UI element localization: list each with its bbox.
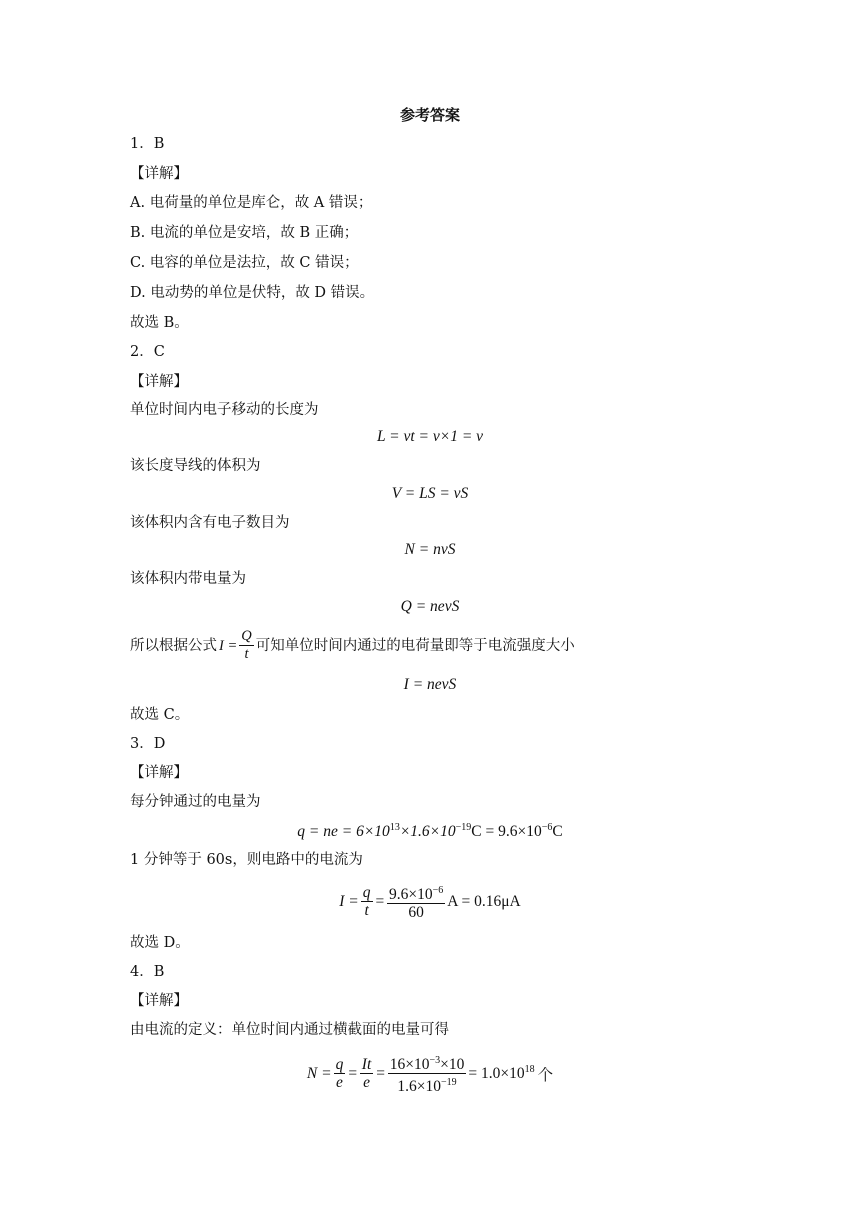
- q3-eq2-lhs: I =: [339, 892, 359, 910]
- q3-eq2-equals: =: [374, 892, 385, 910]
- q4-eq1-f2-denominator: e: [363, 1074, 370, 1091]
- q2-equation-1: L = vt = v×1 = v: [376, 428, 484, 445]
- q3-answer: 3．D: [130, 736, 166, 752]
- q4-eq1-fraction-3: [388, 1052, 467, 1095]
- q4-eq1-equals-2: =: [375, 1064, 386, 1082]
- q3-equation-2: [0, 882, 860, 921]
- q3-eq2-rhs: A = 0.16μA: [447, 892, 521, 910]
- q2-answer: 2．C: [130, 344, 165, 360]
- q4-eq1-f3-num-exp: −3: [429, 1055, 441, 1066]
- q4-eq1-f1-denominator: e: [335, 1074, 343, 1091]
- q3-eq1-exp-a: 13: [389, 822, 400, 833]
- q4-eq1-f3-den-exp: −19: [441, 1077, 457, 1088]
- q4-eq1-equals-1: =: [347, 1064, 358, 1082]
- q2-formula-numerator: Q: [241, 628, 252, 644]
- q4-eq1-f1-numerator: q: [335, 1056, 344, 1073]
- q4-eq1-rhs-base: = 1.0×10: [468, 1065, 525, 1082]
- q3-eq2-f2-numerator-base: 9.6×10: [388, 886, 433, 903]
- q1-line-c: C. 电容的单位是法拉，故 C 错误；: [130, 255, 359, 271]
- q3-eq2-f1-numerator: q: [362, 884, 371, 901]
- q2-text-1: 单位时间内电子移动的长度为: [130, 402, 319, 418]
- q2-equation-4: Q = nevS: [400, 598, 460, 615]
- q4-text-1: 由电流的定义：单位时间内通过横截面的电量可得: [130, 1022, 449, 1038]
- q1-line-d: D. 电动势的单位是伏特，故 D 错误。: [130, 285, 375, 301]
- q4-eq1-f3-num-a: 16×10: [389, 1056, 430, 1073]
- q2-text-5: [130, 628, 575, 663]
- q4-eq1-rhs: [468, 1064, 534, 1083]
- page-title: 参考答案: [399, 106, 460, 124]
- q3-eq1-part-b: ×1.6×10: [399, 823, 456, 840]
- q4-answer: 4．B: [130, 964, 165, 980]
- q4-eq1-lhs: N =: [306, 1064, 332, 1082]
- q4-eq1-fraction-1: [334, 1056, 346, 1091]
- q2-equation-2: V = LS = vS: [391, 485, 469, 502]
- q2-text-5-pre: 所以根据公式: [130, 637, 217, 654]
- q3-text-2: 1 分钟等于 60s，则电路中的电流为: [130, 852, 363, 868]
- q4-eq1-f3-denominator: [395, 1074, 458, 1095]
- q2-formula-fraction: [239, 628, 253, 663]
- q1-answer: 1．B: [130, 136, 165, 152]
- q2-conclusion: 故选 C。: [130, 707, 190, 723]
- q3-text-1: 每分钟通过的电量为: [130, 794, 261, 810]
- q4-eq1-rhs-exp: 18: [524, 1064, 535, 1075]
- q4-eq1-f3-numerator: [388, 1052, 467, 1074]
- q1-detail-heading: 【详解】: [130, 166, 188, 182]
- q2-equation-3: N = nvS: [404, 541, 456, 558]
- q3-eq2-fraction-1: [361, 884, 373, 919]
- q2-equation-5: I = nevS: [403, 676, 457, 693]
- q4-eq1-f2-numerator: It: [361, 1056, 372, 1073]
- q2-formula-lhs: I =: [219, 637, 238, 654]
- q3-eq1-part-d: C: [552, 823, 563, 840]
- q3-conclusion: 故选 D。: [130, 935, 190, 951]
- q3-eq1-exp-c: −6: [541, 822, 553, 833]
- q4-eq1-fraction-2: [360, 1056, 373, 1091]
- q2-formula-denominator: t: [244, 646, 249, 662]
- q3-eq2-fraction-2: [387, 882, 445, 921]
- q4-equation-1: [0, 1052, 860, 1095]
- q4-eq1-f3-num-b: ×10: [440, 1056, 465, 1073]
- q2-text-4: 该体积内带电量为: [130, 571, 246, 587]
- q4-detail-heading: 【详解】: [130, 993, 188, 1009]
- q3-eq1-part-a: q = ne = 6×10: [297, 823, 390, 840]
- q4-eq1-unit: 个: [537, 1066, 554, 1084]
- q2-text-3: 该体积内含有电子数目为: [130, 515, 290, 531]
- q3-eq2-f2-denominator: 60: [408, 904, 424, 921]
- q1-conclusion: 故选 B。: [130, 315, 189, 331]
- q2-text-2: 该长度导线的体积为: [130, 458, 261, 474]
- q3-eq2-f2-numerator-exp: −6: [432, 885, 444, 896]
- q3-eq1-part-c: C = 9.6×10: [471, 823, 542, 840]
- q2-text-5-post: 可知单位时间内通过的电荷量即等于电流强度大小: [255, 637, 575, 654]
- q3-eq1-exp-b: −19: [455, 822, 472, 833]
- q4-eq1-f3-den-base: 1.6×10: [397, 1078, 442, 1095]
- q3-eq2-f1-denominator: t: [364, 902, 369, 919]
- q3-detail-heading: 【详解】: [130, 765, 188, 781]
- q1-line-b: B. 电流的单位是安培，故 B 正确；: [130, 225, 359, 241]
- q1-line-a: A. 电荷量的单位是库仑，故 A 错误；: [130, 195, 373, 211]
- q3-eq2-f2-numerator: [387, 882, 445, 904]
- q3-equation-1: [0, 822, 860, 841]
- q2-detail-heading: 【详解】: [130, 374, 188, 390]
